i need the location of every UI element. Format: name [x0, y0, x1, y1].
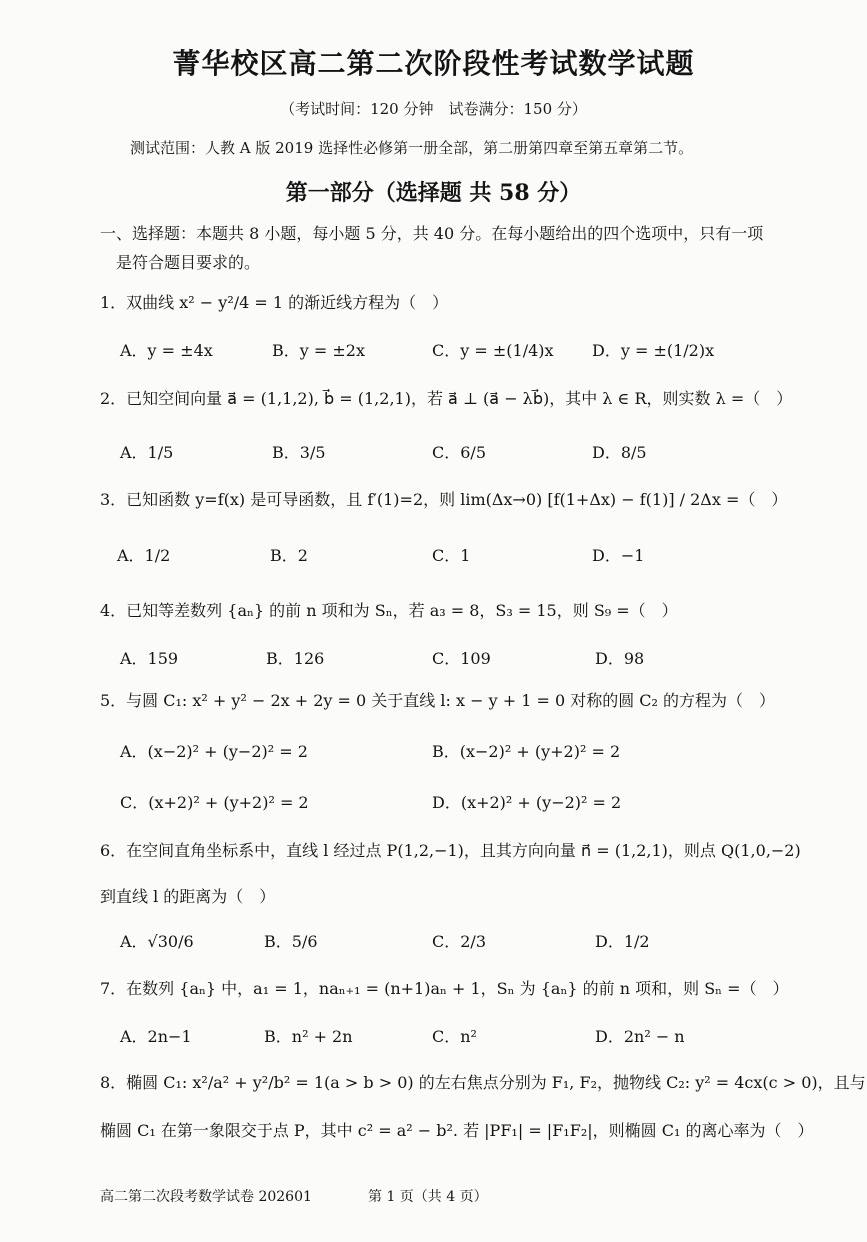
- question-6-option-d: D．1/2: [595, 932, 650, 951]
- question-1-stem: 1．双曲线 x² − y²/4 = 1 的渐近线方程为（ ）: [100, 293, 449, 312]
- question-3-option-d: D．−1: [592, 546, 645, 565]
- exam-duration-score: （考试时间：120 分钟 试卷满分：150 分）: [280, 100, 587, 118]
- question-5-option-d: D．(x+2)² + (y−2)² = 2: [432, 793, 622, 812]
- question-7-option-b: B．n² + 2n: [264, 1027, 353, 1046]
- question-7-option-c: C．n²: [432, 1027, 477, 1046]
- question-7-option-a: A．2n−1: [120, 1027, 192, 1046]
- question-1-option-c: C．y = ±(1/4)x: [432, 341, 554, 360]
- question-6-option-a: A．√30/6: [120, 932, 194, 951]
- question-6-stem: 6．在空间直角坐标系中，直线 l 经过点 P(1,2,−1)，且其方向向量 n⃗ = (1,2,1)，则点 Q(1,0,−2): [100, 841, 801, 860]
- question-4-option-d: D．98: [595, 649, 645, 668]
- question-2-stem: 2．已知空间向量 a⃗ = (1,1,2), b⃗ = (1,2,1)，若 a⃗ ⊥ (a⃗ − λb⃗)，其中 λ ∈ R，则实数 λ =（ ）: [100, 389, 793, 408]
- exam-title: 菁华校区高二第二次阶段性考试数学试题: [172, 47, 695, 80]
- question-1-option-b: B．y = ±2x: [272, 341, 365, 360]
- question-2-option-d: D．8/5: [592, 443, 647, 462]
- question-5-option-b: B．(x−2)² + (y+2)² = 2: [432, 742, 621, 761]
- question-1-option-a: A．y = ±4x: [120, 341, 213, 360]
- question-3-stem: 3．已知函数 y=f(x) 是可导函数，且 f′(1)=2，则 lim(Δx→0) [f(1+Δx) − f(1)] / 2Δx =（ ）: [100, 490, 788, 509]
- section-instruction: [100, 219, 790, 277]
- test-scope: 测试范围：人教 A 版 2019 选择性必修第一册全部，第二册第四章至第五章第二节。: [130, 139, 694, 157]
- question-4-stem: 4．已知等差数列 {aₙ} 的前 n 项和为 Sₙ，若 a₃ = 8，S₃ = 15，则 S₉ =（ ）: [100, 601, 678, 620]
- question-6-option-b: B．5/6: [264, 932, 318, 951]
- question-2-option-c: C．6/5: [432, 443, 486, 462]
- question-3-option-a: A．1/2: [117, 546, 171, 565]
- question-7-stem: 7．在数列 {aₙ} 中，a₁ = 1，naₙ₊₁ = (n+1)aₙ + 1，Sₙ 为 {aₙ} 的前 n 项和，则 Sₙ =（ ）: [100, 979, 789, 998]
- question-3-option-c: C．1: [432, 546, 471, 565]
- footer-page-number: 第 1 页（共 4 页）: [368, 1189, 488, 1205]
- instruction-line-2: 是符合题目要求的。: [116, 253, 261, 272]
- question-2-option-a: A．1/5: [120, 443, 174, 462]
- question-4-option-c: C．109: [432, 649, 491, 668]
- question-4-option-a: A．159: [120, 649, 179, 668]
- question-6-option-c: C．2/3: [432, 932, 486, 951]
- question-8-stem: 8．椭圆 C₁: x²/a² + y²/b² = 1(a > b > 0) 的左右焦点分别为 F₁, F₂，抛物线 C₂: y² = 4cx(c > 0)，且与: [100, 1073, 866, 1092]
- question-7-option-d: D．2n² − n: [595, 1027, 685, 1046]
- question-4-option-b: B．126: [266, 649, 325, 668]
- question-5-stem: 5．与圆 C₁: x² + y² − 2x + 2y = 0 关于直线 l: x − y + 1 = 0 对称的圆 C₂ 的方程为（ ）: [100, 691, 776, 710]
- part-title: 第一部分（选择题 共 58 分）: [285, 180, 582, 206]
- question-1-option-d: D．y = ±(1/2)x: [592, 341, 715, 360]
- question-2-option-b: B．3/5: [272, 443, 326, 462]
- question-5-option-c: C．(x+2)² + (y+2)² = 2: [120, 793, 309, 812]
- question-6-stem-continued: 到直线 l 的距离为（ ）: [100, 887, 276, 906]
- question-8-stem-continued: 椭圆 C₁ 在第一象限交于点 P，其中 c² = a² − b². 若 |PF₁| = |F₁F₂|，则椭圆 C₁ 的离心率为（ ）: [100, 1121, 814, 1140]
- question-3-option-b: B．2: [270, 546, 308, 565]
- instruction-line-1: 一、选择题：本题共 8 小题，每小题 5 分，共 40 分。在每小题给出的四个选项中，只有一项: [100, 224, 764, 243]
- question-5-option-a: A．(x−2)² + (y−2)² = 2: [120, 742, 308, 761]
- footer-exam-name: 高二第二次段考数学试卷 202601: [100, 1189, 312, 1205]
